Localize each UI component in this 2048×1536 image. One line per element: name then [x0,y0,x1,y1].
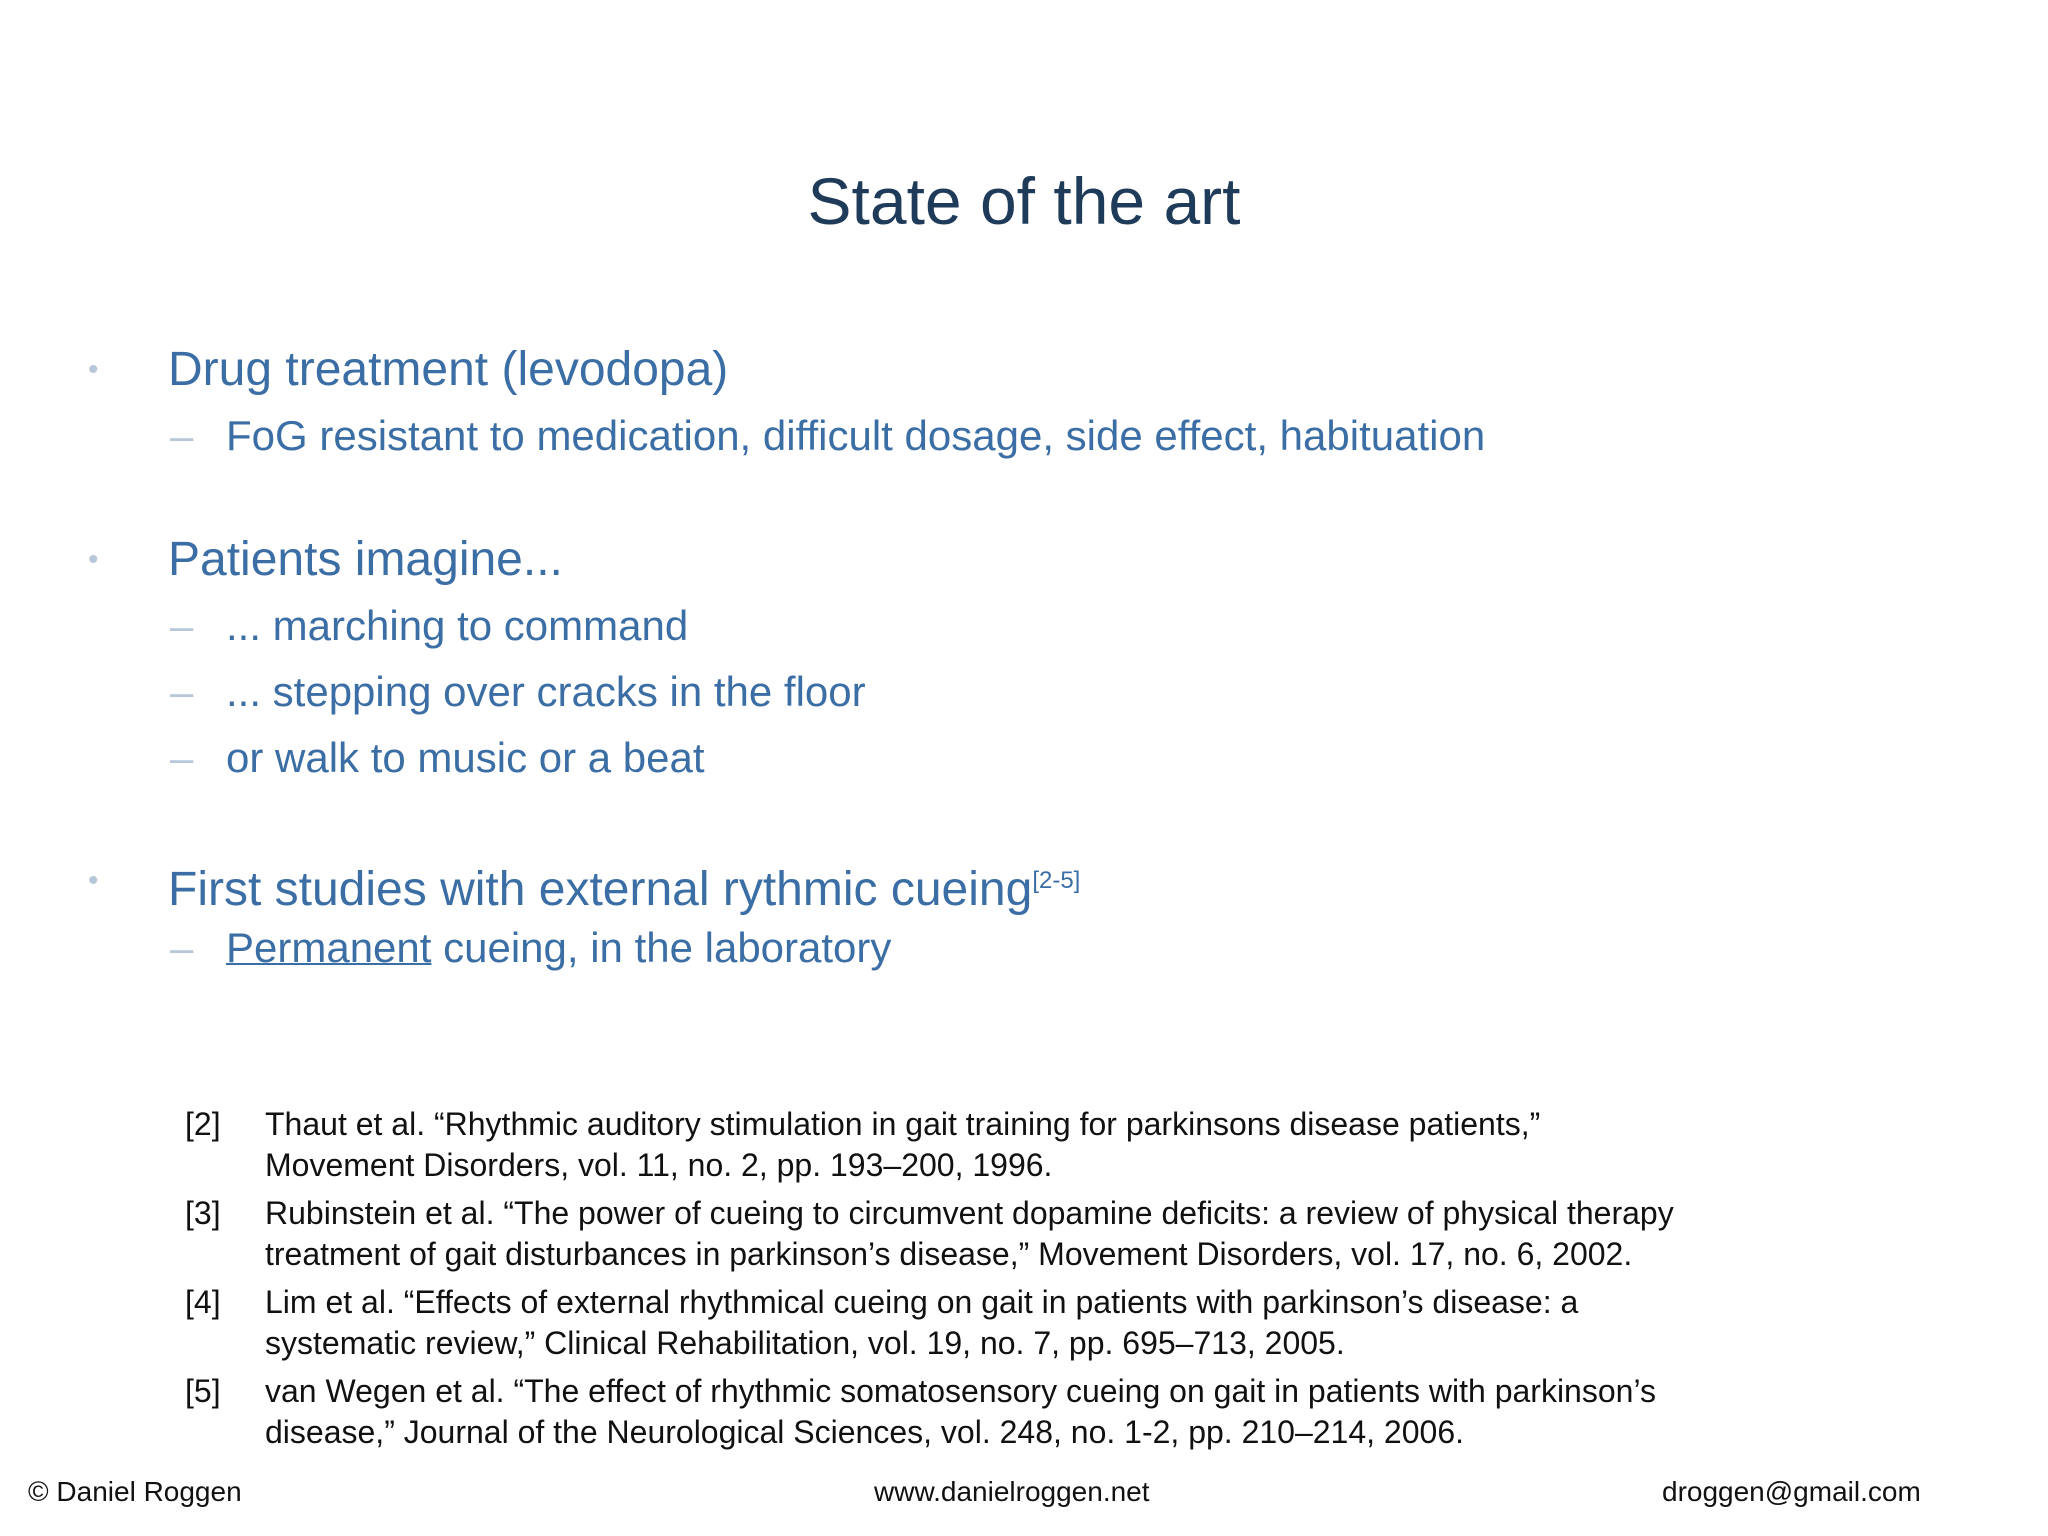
footer-email: droggen@gmail.com [1662,1476,1921,1507]
citation-superscript: [2-5] [1032,867,1081,894]
reference-line: Movement Disorders, vol. 11, no. 2, pp. 193–200, 1996. [265,1147,1053,1183]
bullet-dot-icon: • [88,864,99,897]
sub-bullet-text [226,921,891,975]
slide-title: State of the art [807,164,1241,238]
dash-icon: – [170,924,194,971]
bullet-text [168,851,1080,920]
bullet-main-text: First studies with external rythmic cueing [168,863,1033,916]
dash-icon: – [170,412,194,459]
reference-line: disease,” Journal of the Neurological Sciences, vol. 248, no. 1-2, pp. 210–214, 2006. [265,1414,1464,1450]
reference-item [185,1104,1825,1186]
reference-item [185,1282,1825,1364]
footer-website: www.danielroggen.net [874,1476,1150,1507]
reference-item [185,1193,1825,1275]
references-list [185,1104,1825,1460]
sub-bullet-text: or walk to music or a beat [226,734,705,781]
dash-icon: – [170,668,194,715]
sub-bullet-text: ... stepping over cracks in the floor [226,668,866,715]
dash-icon: – [170,734,194,781]
reference-number: [2] [185,1106,221,1142]
sub-bullet-rest: cueing, in the laboratory [431,924,892,971]
reference-line: Lim et al. “Effects of external rhythmical cueing on gait in patients with parkinson’s disease: a [265,1284,1579,1320]
dash-icon: – [170,602,194,649]
reference-line: systematic review,” Clinical Rehabilitation, vol. 19, no. 7, pp. 695–713, 2005. [265,1325,1345,1361]
bullet-dot-icon: • [88,543,99,576]
sub-bullet-text: FoG resistant to medication, difficult dosage, side effect, habituation [226,412,1486,459]
underlined-word: Permanent [226,924,432,971]
reference-item [185,1371,1825,1453]
reference-line: treatment of gait disturbances in parkinson’s disease,” Movement Disorders, vol. 17, no. 6, 2002. [265,1236,1633,1272]
reference-line: van Wegen et al. “The effect of rhythmic somatosensory cueing on gait in patients with parkinson’s [265,1373,1656,1409]
reference-number: [5] [185,1373,221,1409]
bullet-dot-icon: • [88,353,99,386]
sub-bullet-text: ... marching to command [226,602,689,649]
reference-line: Rubinstein et al. “The power of cueing to circumvent dopamine deficits: a review of physical therapy [265,1195,1674,1231]
reference-line: Thaut et al. “Rhythmic auditory stimulation in gait training for parkinsons disease patients,” [265,1106,1541,1142]
footer-copyright: © Daniel Roggen [28,1476,242,1507]
reference-number: [4] [185,1284,221,1320]
bullet-text: Drug treatment (levodopa) [168,343,729,396]
bullet-text: Patients imagine... [168,533,563,586]
reference-number: [3] [185,1195,221,1231]
